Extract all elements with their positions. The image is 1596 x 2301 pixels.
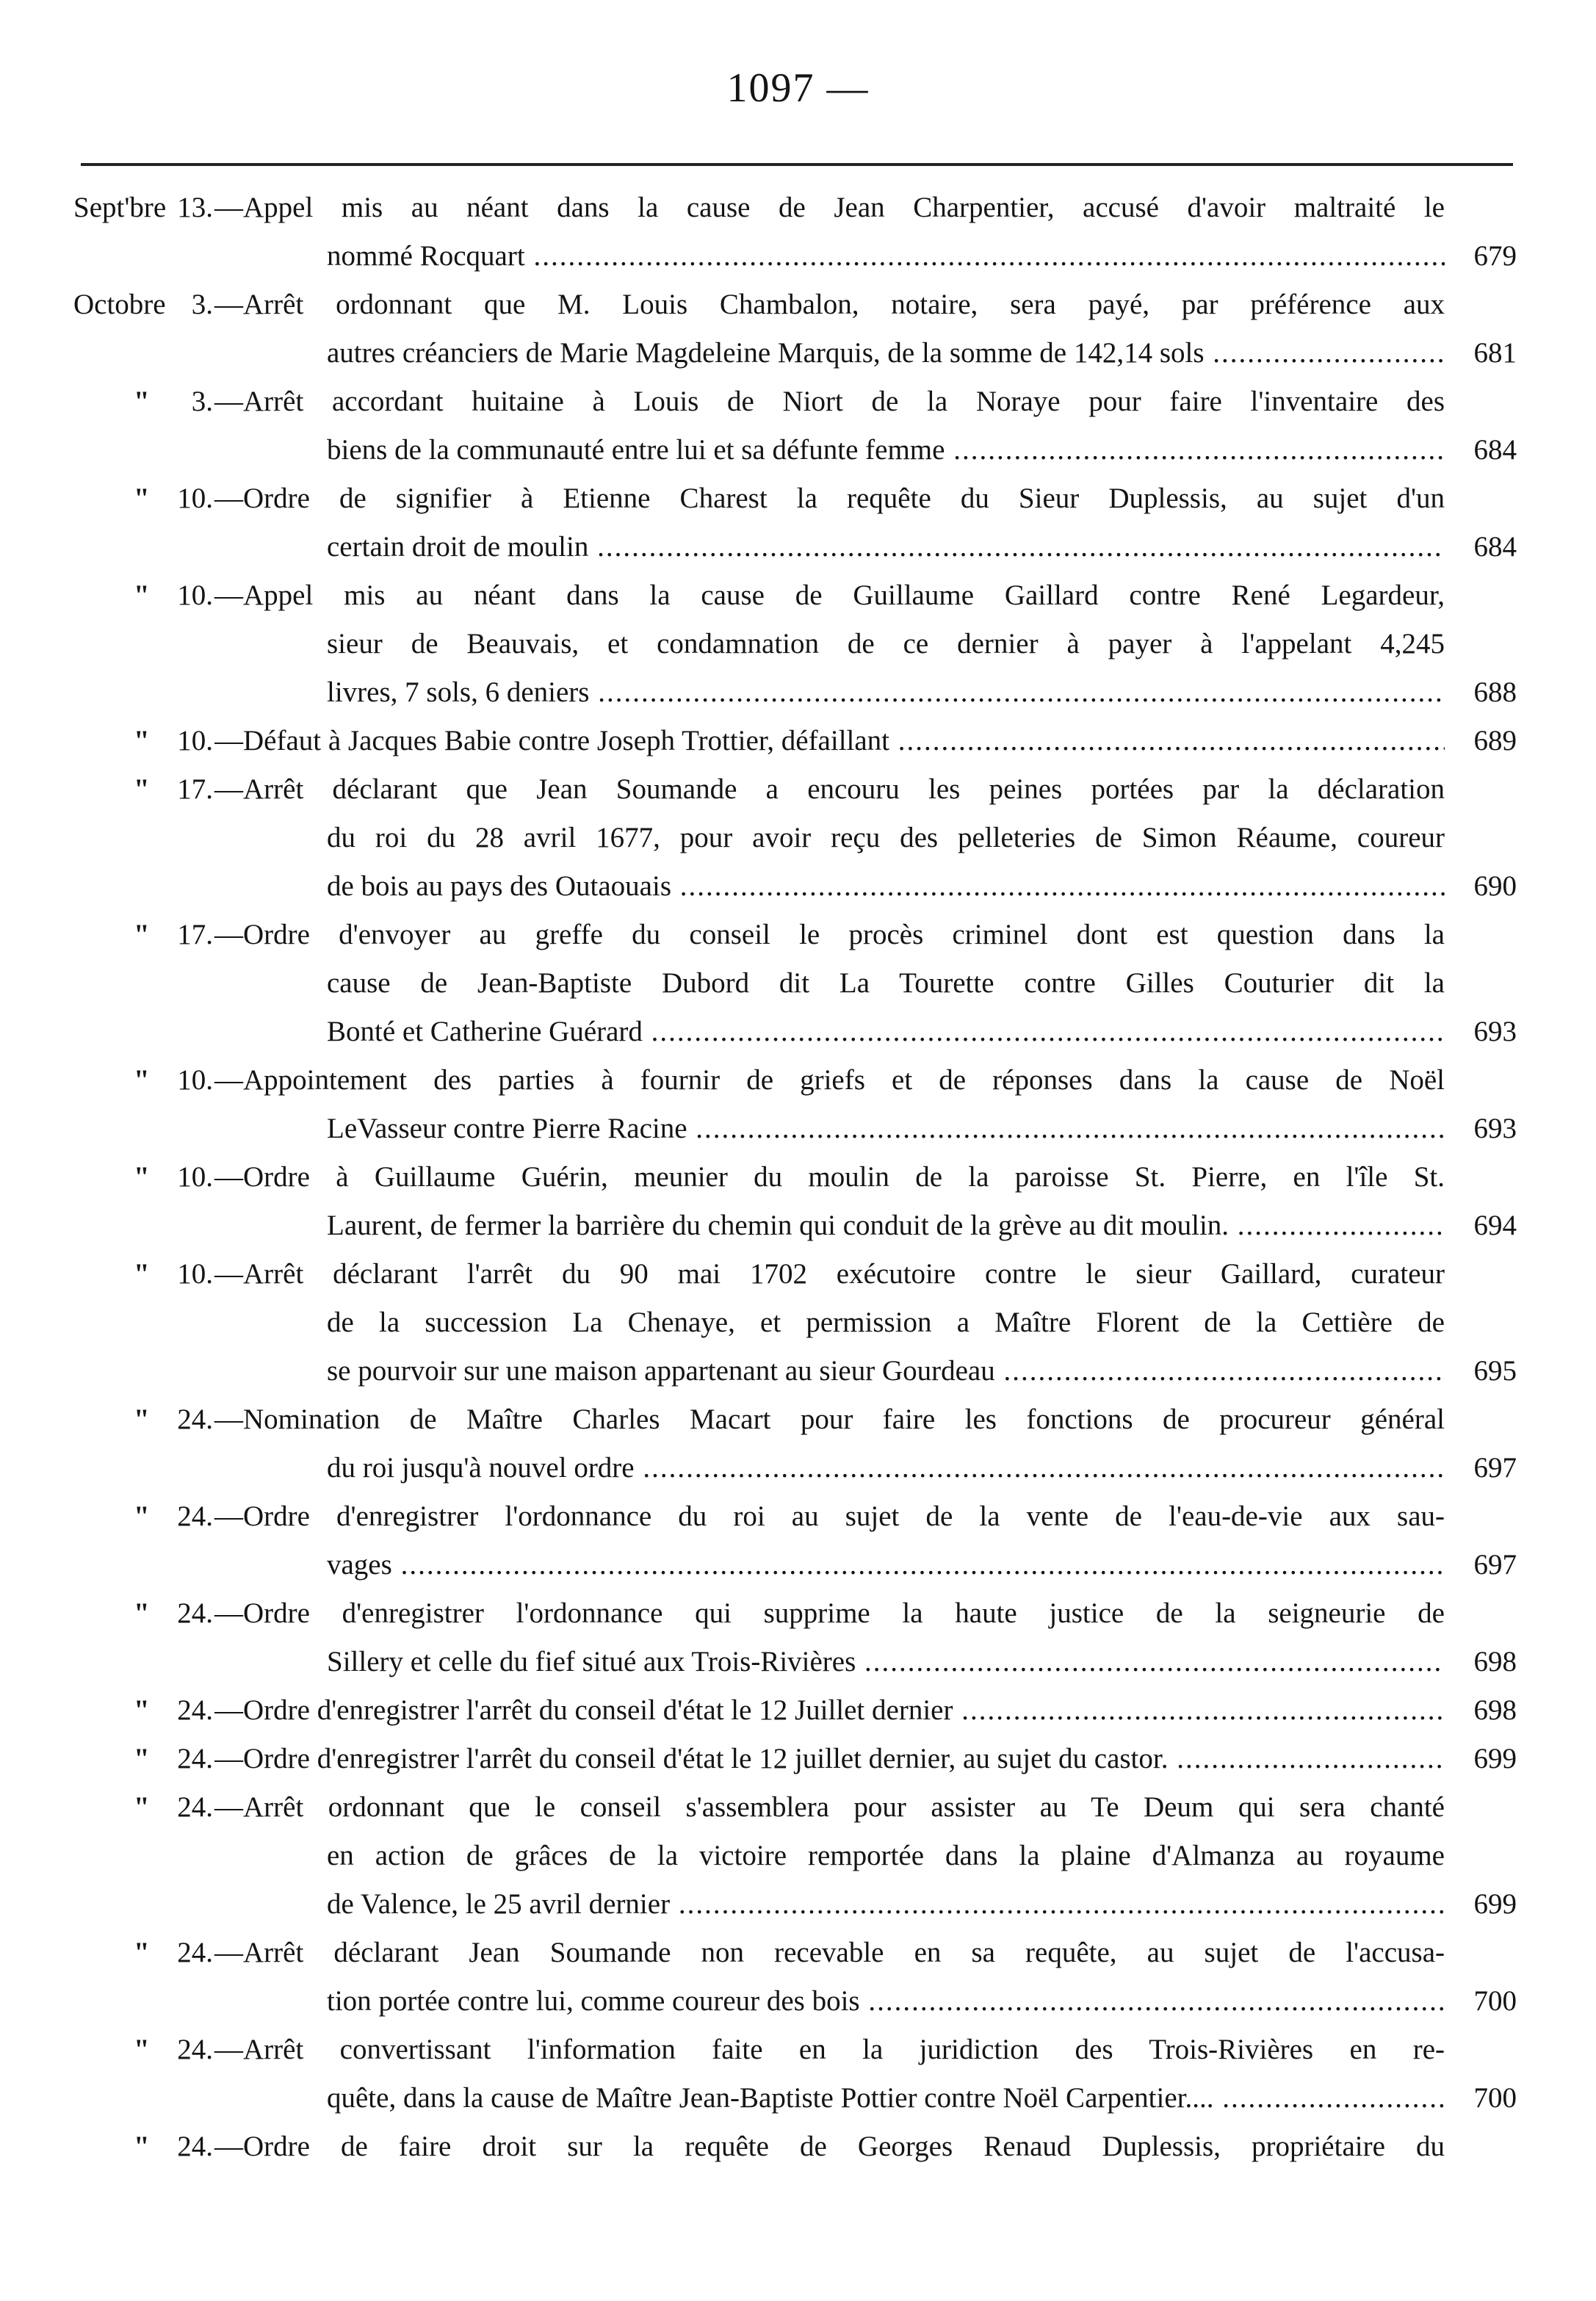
index-entry	[0, 378, 1596, 474]
entry-text: autres créanciers de Marie Magdeleine Marquis, de la somme de 142,14 sols .....	[327, 329, 1445, 378]
entry-text: Bonté et Catherine Guérard .....	[327, 1008, 1445, 1056]
entry-day: 10.	[177, 725, 213, 756]
index-entry	[0, 1056, 1596, 1153]
entry-line	[0, 911, 1596, 959]
entry-line	[0, 329, 1596, 378]
entry-day: 24.	[177, 1597, 213, 1629]
entry-text: —Ordre à Guillaume Guérin, meunier du moulin de la paroisse St. Pierre, en l'île St.	[214, 1161, 1445, 1193]
entry-text: de bois au pays des Outaouais .....	[327, 862, 1445, 911]
entry-page-number: 690	[1465, 862, 1517, 911]
entry-date	[73, 911, 213, 959]
entry-text: LeVasseur contre Pierre Racine .....	[327, 1105, 1445, 1153]
entry-text: —Ordre d'enregistrer l'arrêt du conseil d'état le 12 Juillet dernier .....	[214, 1686, 1445, 1735]
entry-line	[0, 717, 1596, 765]
entry-line	[0, 1638, 1596, 1686]
entry-text: vages .....	[327, 1541, 1445, 1589]
entry-day: 17.	[177, 919, 213, 950]
entry-page-number: 693	[1465, 1008, 1517, 1056]
entry-text: certain droit de moulin .....	[327, 523, 1445, 571]
entry-line	[0, 2074, 1596, 2123]
entry-line	[0, 1395, 1596, 1444]
entry-line	[0, 1929, 1596, 1977]
entry-text: —Appel mis au néant dans la cause de Jean Charpentier, accusé d'avoir maltraité le	[214, 192, 1445, 223]
index-entry	[0, 2026, 1596, 2123]
entry-date	[73, 1056, 213, 1105]
entry-day: 24.	[177, 1694, 213, 1726]
ditto-mark: "	[134, 2034, 150, 2065]
entry-text: —Ordre d'enregistrer l'ordonnance qui supprime la haute justice de la seigneurie de	[214, 1597, 1445, 1629]
entry-text: —Arrêt ordonnant que M. Louis Chambalon, notaire, sera payé, par préférence aux	[214, 289, 1445, 320]
entry-text: —Arrêt déclarant l'arrêt du 90 mai 1702 exécutoire contre le sieur Gaillard, curateur	[214, 1258, 1445, 1290]
entry-line	[0, 571, 1596, 620]
entry-date	[73, 1589, 213, 1638]
entry-date	[73, 281, 213, 329]
index-entry	[0, 1153, 1596, 1250]
entry-line	[0, 1686, 1596, 1735]
entry-line	[0, 1735, 1596, 1783]
entry-line	[0, 1202, 1596, 1250]
ditto-mark: "	[134, 579, 150, 611]
index-entry	[0, 1250, 1596, 1395]
ditto-mark: "	[134, 1743, 150, 1774]
entry-text: Laurent, de fermer la barrière du chemin qui conduit de la grève au dit moulin. .....	[327, 1202, 1445, 1250]
ditto-mark: "	[134, 919, 150, 950]
entry-date	[73, 2026, 213, 2074]
entry-text: —Ordre de signifier à Etienne Charest la requête du Sieur Duplessis, au sujet d'un	[214, 483, 1445, 514]
entry-day: 24.	[177, 1500, 213, 1532]
ditto-mark: "	[134, 1694, 150, 1726]
index-entry	[0, 1589, 1596, 1686]
ditto-mark: "	[134, 2131, 150, 2162]
entry-day: 24.	[177, 1743, 213, 1774]
entry-text: —Arrêt convertissant l'information faite en la juridiction des Trois-Rivières en re-	[214, 2034, 1445, 2065]
entry-text: livres, 7 sols, 6 deniers .....	[327, 668, 1445, 717]
entry-text: —Ordre de faire droit sur la requête de Georges Renaud Duplessis, propriétaire du	[214, 2131, 1445, 2162]
entry-line	[0, 1444, 1596, 1492]
entry-line	[0, 765, 1596, 814]
entry-date	[73, 1153, 213, 1202]
ditto-mark: "	[134, 1500, 150, 1532]
entry-date	[73, 1929, 213, 1977]
entry-date	[73, 1686, 213, 1735]
entry-text: —Nomination de Maître Charles Macart pour faire les fonctions de procureur général	[214, 1404, 1445, 1435]
entry-line	[0, 1492, 1596, 1541]
entry-page-number: 694	[1465, 1202, 1517, 1250]
entry-text: —Ordre d'enregistrer l'ordonnance du roi au sujet de la vente de l'eau-de-vie aux sau-	[214, 1500, 1445, 1532]
entry-page-number: 684	[1465, 426, 1517, 474]
entry-text: —Ordre d'envoyer au greffe du conseil le procès criminel dont est question dans la	[214, 919, 1445, 950]
entry-day: 24.	[177, 2034, 213, 2065]
entry-day: 24.	[177, 1404, 213, 1435]
index-entry	[0, 1929, 1596, 2026]
ditto-mark: "	[134, 725, 150, 756]
entry-day: 10.	[177, 1258, 213, 1290]
entry-line	[0, 1832, 1596, 1880]
entry-line	[0, 1977, 1596, 2026]
index-entry	[0, 1783, 1596, 1929]
entry-line	[0, 1008, 1596, 1056]
entry-day: 17.	[177, 773, 213, 805]
entry-text: —Arrêt accordant huitaine à Louis de Niort de la Noraye pour faire l'inventaire des	[214, 386, 1445, 417]
entry-date	[73, 717, 213, 765]
entry-date	[73, 1492, 213, 1541]
entry-day: 24.	[177, 2131, 213, 2162]
entry-date	[73, 184, 213, 232]
entry-text: —Ordre d'enregistrer l'arrêt du conseil d'état le 12 juillet dernier, au sujet du castor. .....	[214, 1735, 1445, 1783]
index-entry	[0, 2123, 1596, 2171]
entry-line	[0, 1105, 1596, 1153]
entry-line	[0, 2026, 1596, 2074]
ditto-mark: "	[134, 1597, 150, 1629]
index-entry	[0, 717, 1596, 765]
entry-text: Sillery et celle du fief situé aux Trois-Rivières .....	[327, 1638, 1445, 1686]
ditto-mark: "	[134, 773, 150, 805]
entry-line	[0, 1347, 1596, 1395]
entry-line	[0, 2123, 1596, 2171]
entry-text: —Arrêt ordonnant que le conseil s'assemblera pour assister au Te Deum qui sera chanté	[214, 1791, 1445, 1823]
entry-day: 10.	[177, 579, 213, 611]
index-entry	[0, 184, 1596, 281]
entry-page-number: 699	[1465, 1735, 1517, 1783]
entry-line	[0, 474, 1596, 523]
index-entry	[0, 911, 1596, 1056]
entry-page-number: 698	[1465, 1686, 1517, 1735]
entry-date	[73, 765, 213, 814]
entry-page-number: 697	[1465, 1541, 1517, 1589]
index-entries	[0, 184, 1596, 2171]
entry-text: —Arrêt déclarant que Jean Soumande a encouru les peines portées par la déclaration	[214, 773, 1445, 805]
entry-text: biens de la communauté entre lui et sa défunte femme .....	[327, 426, 1445, 474]
ditto-mark: "	[134, 1937, 150, 1968]
entry-text: —Arrêt déclarant Jean Soumande non recevable en sa requête, au sujet de l'accusa-	[214, 1937, 1445, 1968]
entry-day: 3.	[191, 386, 213, 417]
entry-text: de Valence, le 25 avril dernier .....	[327, 1880, 1445, 1929]
entry-line	[0, 1783, 1596, 1832]
entry-line	[0, 959, 1596, 1008]
entry-text: —Appointement des parties à fournir de griefs et de réponses dans la cause de Noël	[214, 1064, 1445, 1096]
entry-date	[73, 378, 213, 426]
entry-line	[0, 426, 1596, 474]
index-entry	[0, 1492, 1596, 1589]
entry-line	[0, 184, 1596, 232]
entry-page-number: 689	[1465, 717, 1517, 765]
index-entry	[0, 1686, 1596, 1735]
entry-day: 10.	[177, 483, 213, 514]
entry-text: —Appel mis au néant dans la cause de Guillaume Gaillard contre René Legardeur,	[214, 579, 1445, 611]
entry-text: cause de Jean-Baptiste Dubord dit La Tourette contre Gilles Couturier dit la	[327, 967, 1445, 999]
entry-text: nommé Rocquart .....	[327, 232, 1445, 281]
entry-line	[0, 1153, 1596, 1202]
entry-page-number: 699	[1465, 1880, 1517, 1929]
entry-line	[0, 1298, 1596, 1347]
entry-day: 13.	[177, 192, 213, 223]
entry-page-number: 681	[1465, 329, 1517, 378]
entry-line	[0, 1056, 1596, 1105]
entry-page-number: 697	[1465, 1444, 1517, 1492]
entry-line	[0, 232, 1596, 281]
entry-text: du roi du 28 avril 1677, pour avoir reçu des pelleteries de Simon Réaume, coureur	[327, 822, 1445, 853]
index-entry	[0, 1735, 1596, 1783]
entry-page-number: 700	[1465, 2074, 1517, 2123]
entry-date	[73, 571, 213, 620]
index-entry	[0, 1395, 1596, 1492]
entry-line	[0, 1250, 1596, 1298]
ditto-mark: "	[134, 1064, 150, 1096]
entry-day: 10.	[177, 1161, 213, 1193]
entry-line	[0, 862, 1596, 911]
entry-date	[73, 1783, 213, 1832]
entry-line	[0, 620, 1596, 668]
entry-line	[0, 668, 1596, 717]
entry-date	[73, 1395, 213, 1444]
entry-line	[0, 1541, 1596, 1589]
entry-text: se pourvoir sur une maison appartenant au sieur Gourdeau .....	[327, 1347, 1445, 1395]
entry-text: du roi jusqu'à nouvel ordre .....	[327, 1444, 1445, 1492]
entry-date	[73, 1250, 213, 1298]
entry-page-number: 693	[1465, 1105, 1517, 1153]
entry-text: tion portée contre lui, comme coureur des bois .....	[327, 1977, 1445, 2026]
entry-line	[0, 814, 1596, 862]
entry-date	[73, 1735, 213, 1783]
index-entry	[0, 474, 1596, 571]
index-entry	[0, 765, 1596, 911]
entry-line	[0, 1589, 1596, 1638]
entry-text: de la succession La Chenaye, et permission a Maître Florent de la Cettière de	[327, 1307, 1445, 1338]
entry-line	[0, 281, 1596, 329]
entry-page-number: 688	[1465, 668, 1517, 717]
entry-page-number: 698	[1465, 1638, 1517, 1686]
index-entry	[0, 571, 1596, 717]
entry-day: 24.	[177, 1937, 213, 1968]
index-entry	[0, 281, 1596, 378]
entry-date	[73, 2123, 213, 2171]
entry-text: —Défaut à Jacques Babie contre Joseph Trottier, défaillant .....	[214, 717, 1445, 765]
entry-page-number: 700	[1465, 1977, 1517, 2026]
entry-month: Octobre	[73, 289, 166, 320]
ditto-mark: "	[134, 1258, 150, 1290]
entry-text: en action de grâces de la victoire remportée dans la plaine d'Almanza au royaume	[327, 1840, 1445, 1871]
ditto-mark: "	[134, 1791, 150, 1823]
ditto-mark: "	[134, 1404, 150, 1435]
entry-line	[0, 378, 1596, 426]
entry-page-number: 684	[1465, 523, 1517, 571]
entry-date	[73, 474, 213, 523]
entry-text: sieur de Beauvais, et condamnation de ce dernier à payer à l'appelant 4,245	[327, 628, 1445, 660]
entry-page-number: 695	[1465, 1347, 1517, 1395]
entry-month: Sept'bre	[73, 192, 167, 223]
header-rule	[81, 163, 1513, 166]
entry-line	[0, 1880, 1596, 1929]
entry-day: 3.	[191, 289, 213, 320]
ditto-mark: "	[134, 1161, 150, 1193]
entry-line	[0, 523, 1596, 571]
entry-day: 10.	[177, 1064, 213, 1096]
ditto-mark: "	[134, 483, 150, 514]
entry-day: 24.	[177, 1791, 213, 1823]
entry-page-number: 679	[1465, 232, 1517, 281]
entry-text: quête, dans la cause de Maître Jean-Baptiste Pottier contre Noël Carpentier.... .....	[327, 2074, 1445, 2123]
page-number: 1097 —	[726, 65, 870, 111]
ditto-mark: "	[134, 386, 150, 417]
